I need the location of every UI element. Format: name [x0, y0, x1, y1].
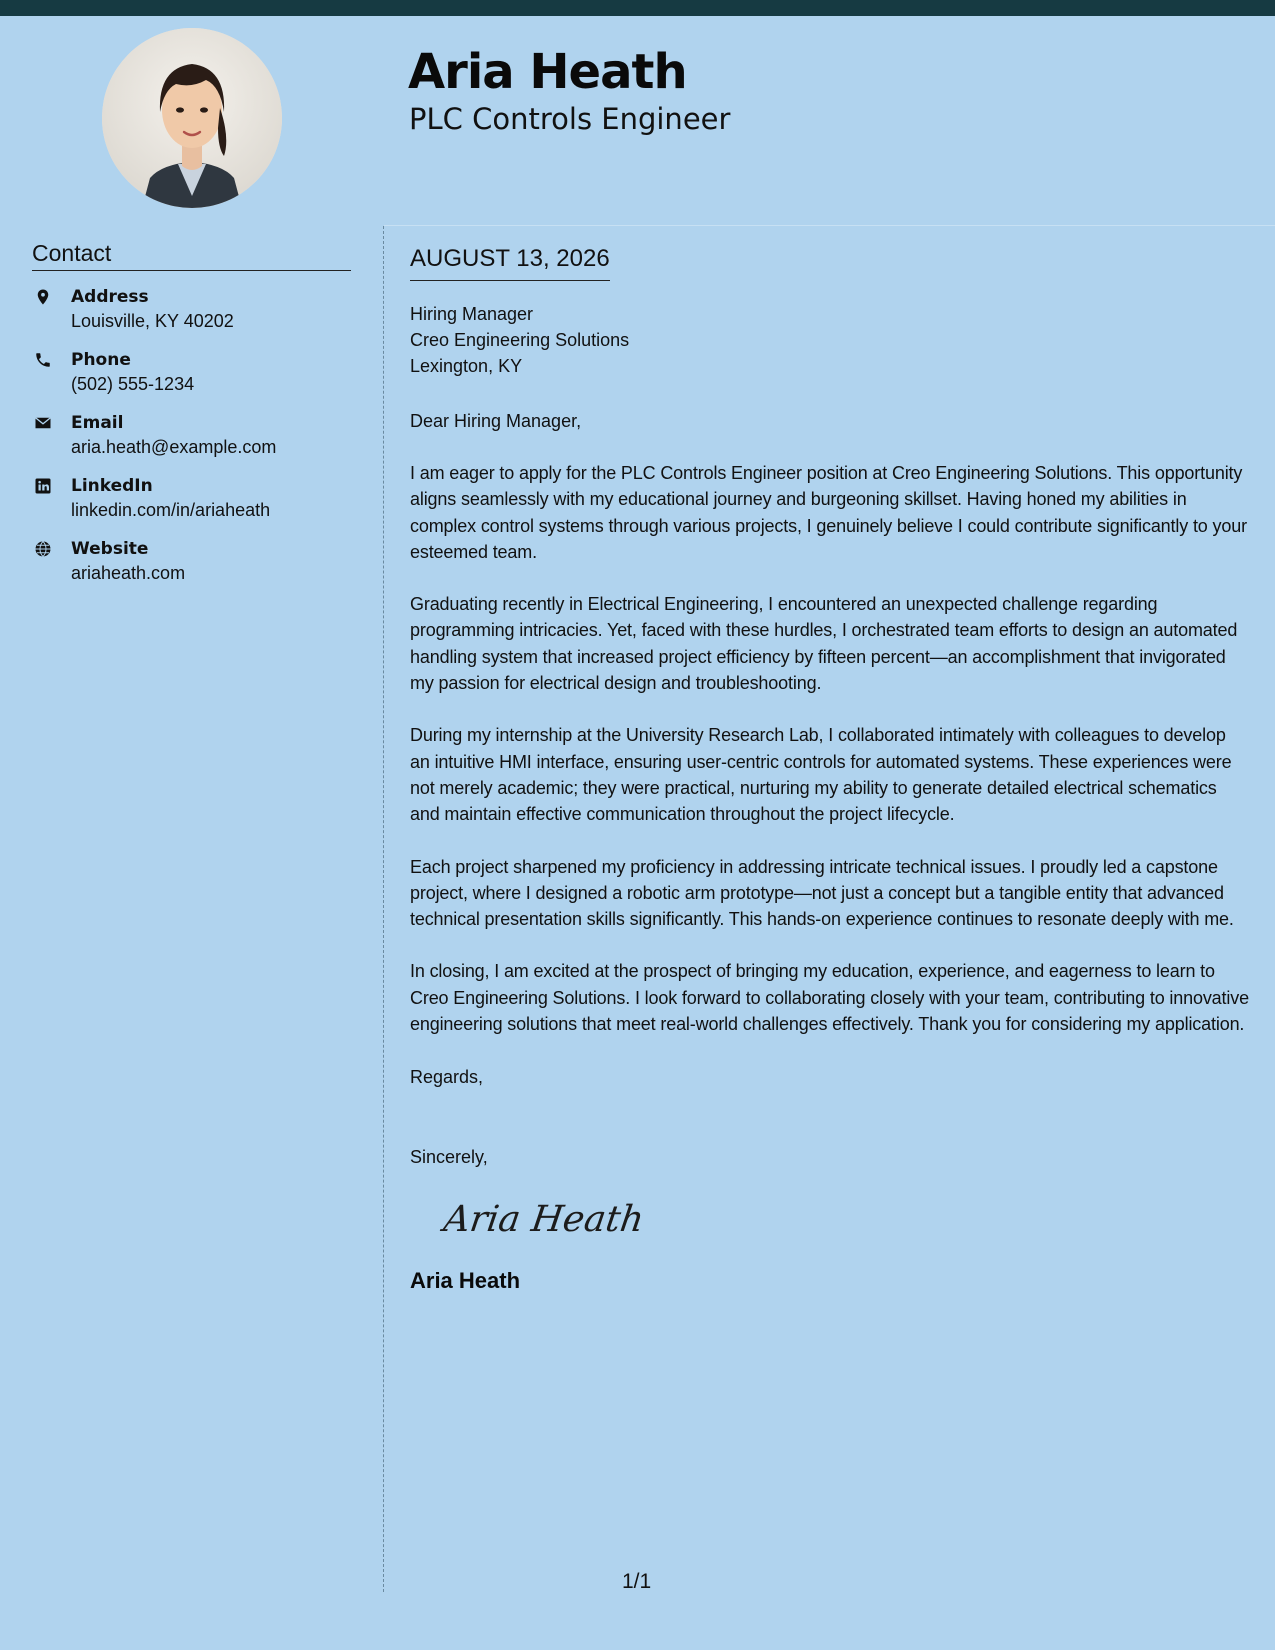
body-paragraph: Graduating recently in Electrical Engineering, I encountered an unexpected challenge regarding programming intricacies. Yet, faced with these hurdles, I orchestrated team efforts to design an automated handling system that increased project efficiency by fifteen percent—an accomplishment that invigorated my passion for electrical design and troubleshooting. — [410, 594, 1238, 694]
closing-sincerely: Sincerely, — [410, 1147, 488, 1168]
phone-icon — [34, 351, 52, 369]
candidate-job-title: PLC Controls Engineer — [409, 102, 731, 136]
contact-value[interactable]: aria.heath@example.com — [71, 437, 277, 457]
linkedin-icon — [34, 477, 52, 495]
body-paragraph: I am eager to apply for the PLC Controls Engineer position at Creo Engineering Solutions. This opportunity aligns seamlessly with my educational journey and burgeoning skillset. Having honed my abilities in complex control systems through various projects, I genuinely believe I could contribute significantly to your esteemed team. — [410, 463, 1247, 562]
contact-heading: Contact — [32, 240, 351, 271]
contact-value: (502) 555-1234 — [71, 374, 195, 394]
handwritten-signature: Aria Heath — [441, 1199, 647, 1241]
contact-list — [32, 285, 362, 600]
recipient-line: Creo Engineering Solutions — [410, 330, 630, 350]
contact-item-linkedin — [32, 474, 362, 537]
contact-label: LinkedIn — [71, 476, 153, 496]
envelope-icon — [34, 414, 52, 432]
recipient-line: Hiring Manager — [410, 304, 534, 324]
contact-value[interactable]: linkedin.com/in/ariaheath — [71, 500, 271, 520]
contact-label: Phone — [71, 350, 131, 370]
contact-value: Louisville, KY 40202 — [71, 311, 234, 331]
contact-value[interactable]: ariaheath.com — [71, 563, 186, 583]
contact-label: Email — [71, 413, 124, 433]
header-divider — [384, 225, 1275, 226]
candidate-name: Aria Heath — [408, 44, 687, 100]
contact-item-website — [32, 537, 362, 600]
contact-label: Address — [71, 287, 149, 307]
contact-item-address — [32, 285, 362, 348]
recipient-line: Lexington, KY — [410, 356, 523, 376]
globe-icon — [34, 540, 52, 558]
contact-label: Website — [71, 539, 149, 559]
map-pin-icon — [34, 288, 52, 306]
contact-item-email — [32, 411, 362, 474]
column-divider — [383, 226, 384, 1592]
closing-regards: Regards, — [410, 1067, 484, 1088]
page-number: 1/1 — [622, 1570, 652, 1593]
body-paragraph: Each project sharpened my proficiency in addressing intricate technical issues. I proudly led a capstone project, where I designed a robotic arm prototype—not just a concept but a tangible entity that advanced technical presentation skills significantly. This hands-on experience continues to resonate deeply with me. — [410, 856, 1234, 930]
signer-name: Aria Heath — [410, 1268, 521, 1294]
body-paragraph: In closing, I am excited at the prospect of bringing my education, experience, and eagerness to learn to Creo Engineering Solutions. I look forward to collaborating closely with your team, contributing to innovative engineering solutions that meet real-world challenges effectively. Thank you for considering my application. — [410, 961, 1249, 1035]
recipient-block — [410, 301, 1250, 379]
top-accent-bar — [0, 0, 1275, 16]
portrait-illustration — [102, 28, 282, 208]
letter-body — [410, 244, 1250, 1296]
salutation: Dear Hiring Manager, — [410, 411, 582, 431]
body-paragraph: During my internship at the University Research Lab, I collaborated intimately with colleagues to develop an intuitive HMI interface, ensuring user-centric controls for automated systems. These experiences were not merely academic; they were practical, nurturing my ability to generate detailed electrical schematics and maintain effective communication throughout the project lifecycle. — [410, 725, 1232, 825]
contact-item-phone — [32, 348, 362, 411]
profile-photo — [102, 28, 282, 208]
letter-date: AUGUST 13, 2026 — [410, 244, 610, 281]
